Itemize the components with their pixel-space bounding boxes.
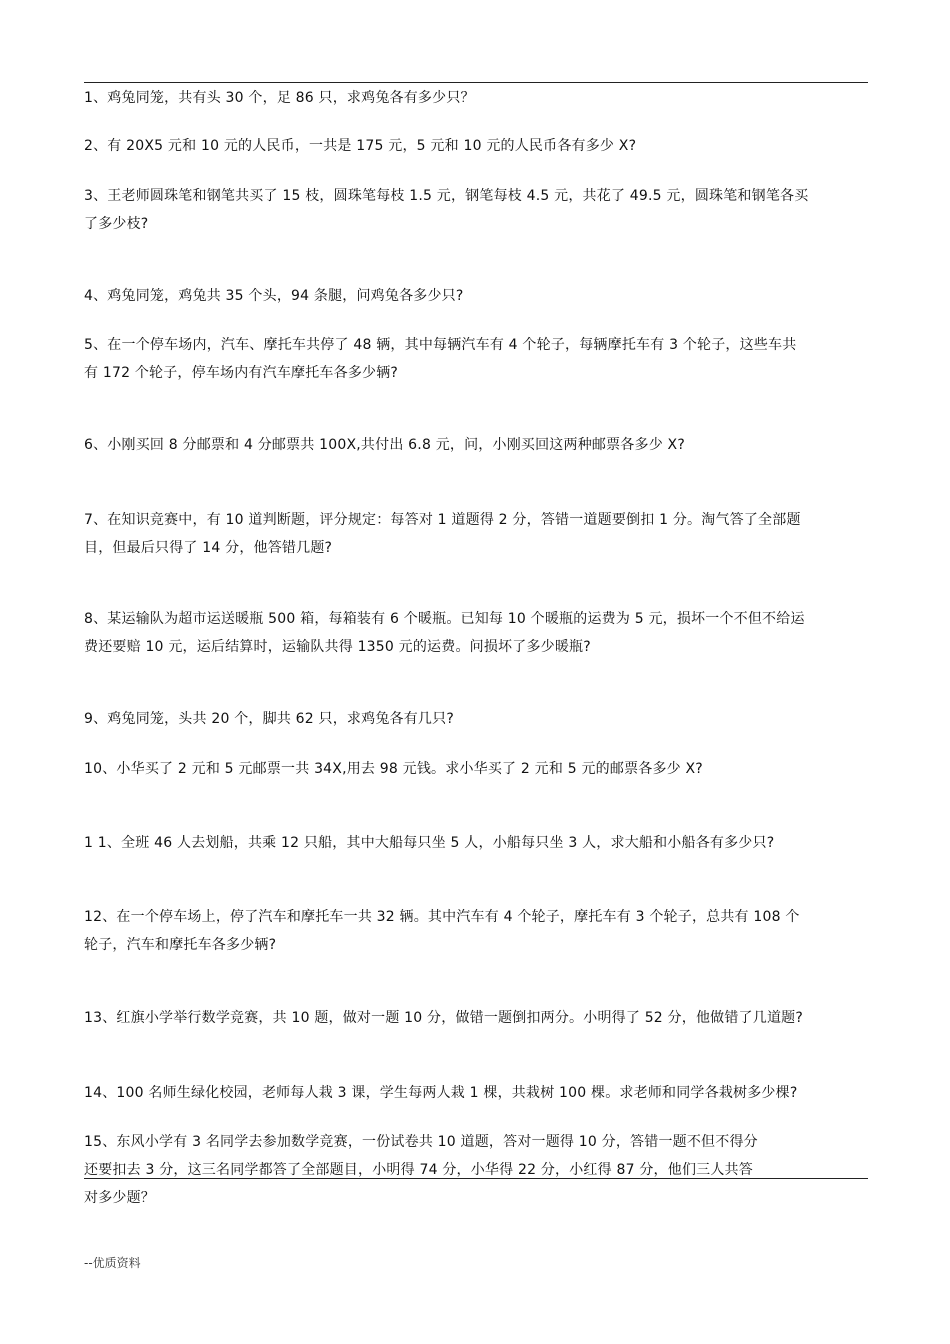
question-15 <box>84 1128 870 1212</box>
question-7 <box>84 506 870 562</box>
question-15-line-2: 还要扣去 3 分，这三名同学都答了全部题目，小明得 74 分，小华得 22 分，小红得 87 分，他们三人共答 <box>84 1162 753 1178</box>
question-14 <box>84 1079 870 1107</box>
question-3-line-1: 3、王老师圆珠笔和钢笔共买了 15 枝，圆珠笔每枝 1.5 元，钢笔每枝 4.5 元，共花了 49.5 元，圆珠笔和钢笔各买 <box>84 188 809 204</box>
question-2-line-1: 2、有 20X5 元和 10 元的人民币，一共是 175 元，5 元和 10 元的人民币各有多少 X? <box>84 138 637 154</box>
question-5 <box>84 331 870 387</box>
question-1-line-1: 1、鸡兔同笼，共有头 30 个，足 86 只，求鸡兔各有多少只？ <box>84 90 475 106</box>
question-5-line-2: 有 172 个轮子，停车场内有汽车摩托车各多少辆? <box>84 365 399 381</box>
question-14-line-1: 14、100 名师生绿化校园，老师每人栽 3 课，学生每两人栽 1 棵，共栽树 100 棵。求老师和同学各栽树多少棵? <box>84 1085 798 1101</box>
question-15-line-1: 15、东风小学有 3 名同学去参加数学竞赛，一份试卷共 10 道题，答对一题得 10 分，答错一题不但不得分 <box>84 1134 758 1150</box>
question-13 <box>84 1004 870 1032</box>
question-15-line-3: 对多少题？ <box>84 1190 155 1206</box>
top-rule <box>84 82 868 83</box>
question-12-line-1: 12、在一个停车场上，停了汽车和摩托车一共 32 辆。其中汽车有 4 个轮子，摩托车有 3 个轮子，总共有 108 个 <box>84 909 800 925</box>
question-10 <box>84 755 870 783</box>
question-1 <box>84 84 870 112</box>
bottom-rule <box>84 1178 868 1179</box>
footer-note: --优质资料 <box>84 1256 141 1270</box>
question-8-line-2: 费还要赔 10 元，运后结算时，运输队共得 1350 元的运费。问损坏了多少暖瓶? <box>84 639 591 655</box>
question-3 <box>84 182 870 238</box>
question-6-line-1: 6、小刚买回 8 分邮票和 4 分邮票共 100X,共付出 6.8 元，问，小刚买回这两种邮票各多少 X? <box>84 437 685 453</box>
question-11 <box>84 829 870 857</box>
question-7-line-2: 目，但最后只得了 14 分，他答错几题? <box>84 540 333 556</box>
question-12 <box>84 903 870 959</box>
question-2 <box>84 132 870 160</box>
question-13-line-1: 13、红旗小学举行数学竞赛，共 10 题，做对一题 10 分，做错一题倒扣两分。小明得了 52 分，他做错了几道题? <box>84 1010 803 1026</box>
question-10-line-1: 10、小华买了 2 元和 5 元邮票一共 34X,用去 98 元钱。求小华买了 2 元和 5 元的邮票各多少 X? <box>84 761 703 777</box>
question-4-line-1: 4、鸡兔同笼，鸡兔共 35 个头，94 条腿，问鸡兔各多少只? <box>84 288 464 304</box>
question-9 <box>84 705 870 733</box>
question-5-line-1: 5、在一个停车场内，汽车、摩托车共停了 48 辆，其中每辆汽车有 4 个轮子，每辆摩托车有 3 个轮子，这些车共 <box>84 337 797 353</box>
question-4 <box>84 282 870 310</box>
question-7-line-1: 7、在知识竞赛中，有 10 道判断题，评分规定：每答对 1 道题得 2 分，答错一道题要倒扣 1 分。淘气答了全部题 <box>84 512 801 528</box>
question-11-line-1: 1 1、全班 46 人去划船，共乘 12 只船，其中大船每只坐 5 人，小船每只坐 3 人，求大船和小船各有多少只? <box>84 835 775 851</box>
question-12-line-2: 轮子，汽车和摩托车各多少辆? <box>84 937 277 953</box>
question-3-line-2: 了多少枝? <box>84 216 149 232</box>
question-6 <box>84 431 870 459</box>
question-8-line-1: 8、某运输队为超市运送暖瓶 500 箱，每箱装有 6 个暖瓶。已知每 10 个暖瓶的运费为 5 元，损坏一个不但不给运 <box>84 611 805 627</box>
question-9-line-1: 9、鸡兔同笼，头共 20 个，脚共 62 只，求鸡兔各有几只? <box>84 711 454 727</box>
question-8 <box>84 605 870 661</box>
